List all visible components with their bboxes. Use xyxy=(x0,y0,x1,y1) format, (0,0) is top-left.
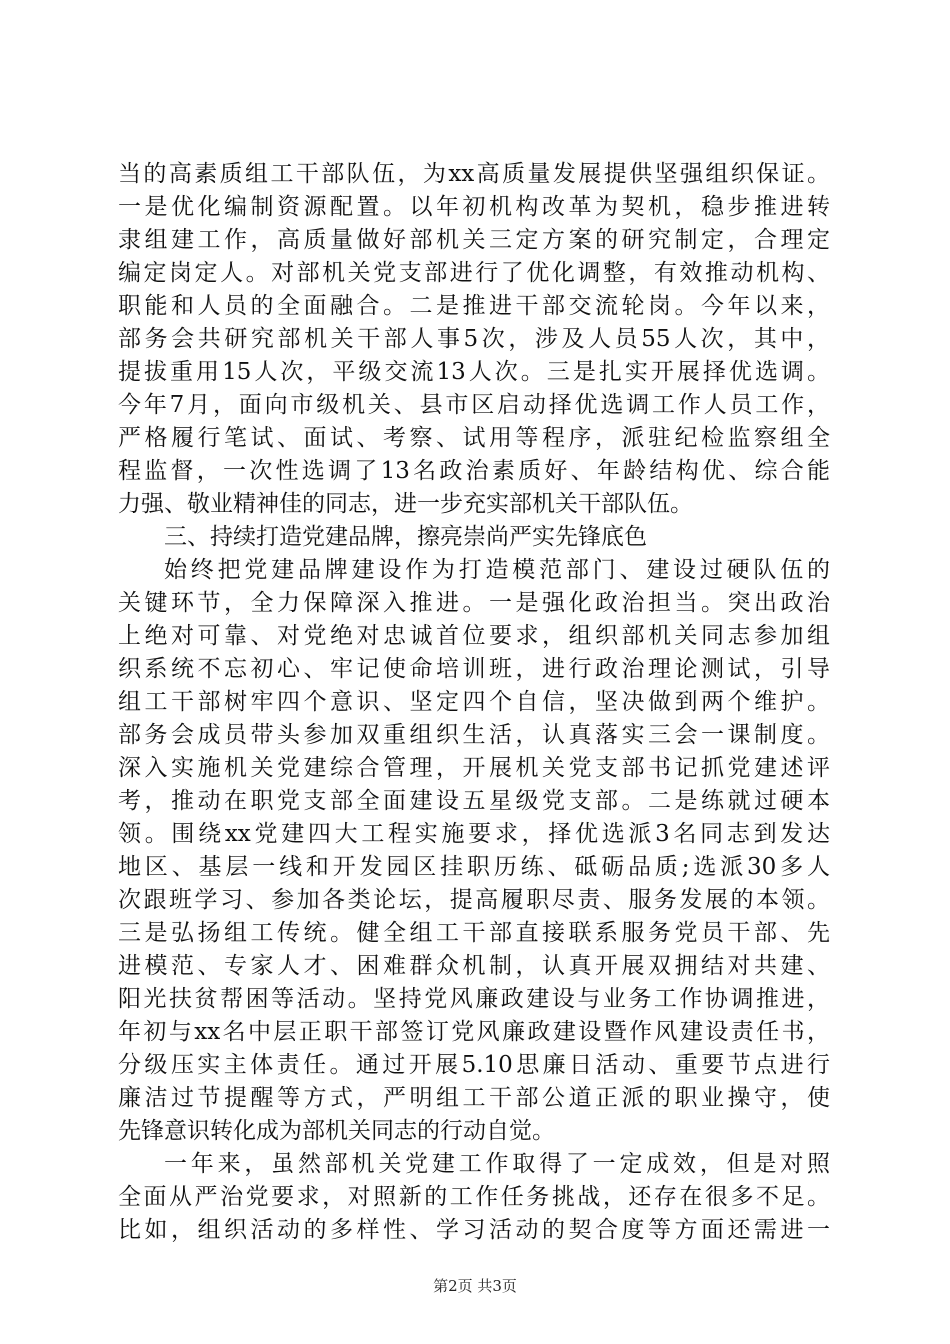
text-line: 三是弘扬组工传统。健全组工干部直接联系服务党员干部、先 xyxy=(118,920,830,946)
text-line: 编定岗定人。对部机关党支部进行了优化调整，有效推动机构、 xyxy=(118,260,830,286)
text-line: 职能和人员的全面融合。二是推进干部交流轮岗。今年以来， xyxy=(118,293,830,319)
text-line: 部务会成员带头参加双重组织生活，认真落实三会一课制度。 xyxy=(118,722,830,748)
text-line: 组工干部树牢四个意识、坚定四个自信，坚决做到两个维护。 xyxy=(118,689,830,715)
text-line: 始终把党建品牌建设作为打造模范部门、建设过硬队伍的 xyxy=(164,557,830,583)
text-line: 领。围绕xx党建四大工程实施要求，择优选派3名同志到发达 xyxy=(118,821,830,847)
text-line: 阳光扶贫帮困等活动。坚持党风廉政建设与业务工作协调推进， xyxy=(118,986,830,1012)
text-line: 提拔重用15人次，平级交流13人次。三是扎实开展择优选调。 xyxy=(118,359,830,385)
text-line: 比如，组织活动的多样性、学习活动的契合度等方面还需进一 xyxy=(118,1217,830,1243)
text-line: 程监督，一次性选调了13名政治素质好、年龄结构优、综合能 xyxy=(118,458,830,484)
text-line: 一年来，虽然部机关党建工作取得了一定成效，但是对照 xyxy=(164,1151,830,1177)
text-line: 上绝对可靠、对党绝对忠诚首位要求，组织部机关同志参加组 xyxy=(118,623,830,649)
text-line: 年初与xx名中层正职干部签订党风廉政建设暨作风建设责任书， xyxy=(118,1019,830,1045)
text-line: 地区、基层一线和开发园区挂职历练、砥砺品质;选派30多人 xyxy=(118,854,830,880)
text-line: 隶组建工作，高质量做好部机关三定方案的研究制定，合理定 xyxy=(118,227,830,253)
text-line: 全面从严治党要求，对照新的工作任务挑战，还存在很多不足。 xyxy=(118,1184,830,1210)
page-footer: 第2页 共3页 xyxy=(433,1277,517,1295)
text-line: 廉洁过节提醒等方式，严明组工干部公道正派的职业操守，使 xyxy=(118,1085,830,1111)
text-line: 先锋意识转化成为部机关同志的行动自觉。 xyxy=(118,1118,555,1144)
text-line: 深入实施机关党建综合管理，开展机关党支部书记抓党建述评 xyxy=(118,755,830,781)
text-line: 当的高素质组工干部队伍，为xx高质量发展提供坚强组织保证。 xyxy=(118,161,830,187)
text-line: 关键环节，全力保障深入推进。一是强化政治担当。突出政治 xyxy=(118,590,830,616)
text-line: 严格履行笔试、面试、考察、试用等程序，派驻纪检监察组全 xyxy=(118,425,830,451)
text-line: 织系统不忘初心、牢记使命培训班，进行政治理论测试，引导 xyxy=(118,656,830,682)
document-body xyxy=(118,158,830,1247)
text-line: 进模范、专家人才、困难群众机制，认真开展双拥结对共建、 xyxy=(118,953,830,979)
text-line: 力强、敬业精神佳的同志，进一步充实部机关干部队伍。 xyxy=(118,491,693,517)
text-line: 分级压实主体责任。通过开展5.10思廉日活动、重要节点进行 xyxy=(118,1052,830,1078)
text-line: 一是优化编制资源配置。以年初机构改革为契机，稳步推进转 xyxy=(118,194,830,220)
text-line: 今年7月，面向市级机关、县市区启动择优选调工作人员工作， xyxy=(118,392,830,418)
text-line: 部务会共研究部机关干部人事5次，涉及人员55人次，其中， xyxy=(118,326,830,352)
text-line: 三、持续打造党建品牌，擦亮崇尚严实先锋底色 xyxy=(164,524,647,550)
text-line: 考，推动在职党支部全面建设五星级党支部。二是练就过硬本 xyxy=(118,788,830,814)
text-line: 次跟班学习、参加各类论坛，提高履职尽责、服务发展的本领。 xyxy=(118,887,830,913)
